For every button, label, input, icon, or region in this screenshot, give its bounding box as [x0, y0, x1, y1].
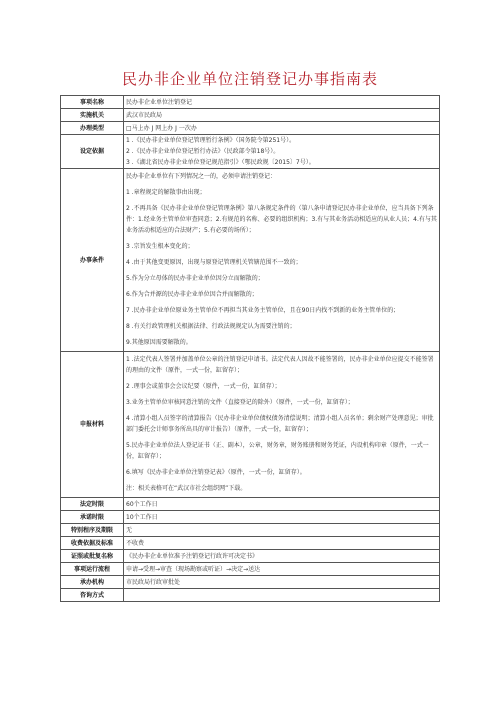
label-basis: 设定依据 [61, 135, 124, 169]
page-title: 民办非企业单位注销登记办事指南表 [121, 70, 378, 88]
row-item-name [61, 96, 440, 109]
row-agency [61, 109, 440, 122]
value-special: 无 [124, 524, 440, 537]
material-item: 2 .理事会或董事会会议纪要（原件，一式一份，缸留存）； [126, 383, 281, 390]
condition-item: 民办非企业单位有下列情况之一的，必须申请注销登记： [126, 173, 277, 180]
basis-item: 3 .《湖北省民办非企业单位登记规范指引》（鄂民政规〔2015〕7号）。 [126, 159, 315, 166]
row-basis [61, 135, 440, 169]
row-process [61, 563, 440, 576]
material-item: 4 .清算小组人员签字的清算报告（民办非企业单位债权债务清偿说明；清算小组人员名单；剩余财产处理意见；审批部门委托会计师事务所出具的审计报告）（原件，一式一份，缸留存）； [126, 415, 434, 433]
row-handler [61, 576, 440, 589]
value-certificate: 《民办非企业单位准予注销登记行政许可决定书》 [124, 550, 440, 563]
label-legal-limit: 法定时限 [61, 498, 124, 511]
guide-table [60, 95, 440, 602]
label-conditions: 办事条件 [61, 169, 124, 352]
value-conditions [124, 169, 440, 352]
material-item: 6.填写《民办非企业单位注销登记表》（原件，一式一份，缸留存）。 [126, 469, 306, 476]
value-basis [124, 135, 440, 169]
row-promise-limit [61, 511, 440, 524]
value-consult [124, 589, 440, 602]
material-item: 3.业务主管单位审核同意注销的文件（直接登记的除外）（原件，一式一份，缸留存）； [126, 399, 354, 406]
condition-item: 8 .有关行政管理机关根据法律、行政法规规定认为需要注销的； [126, 323, 296, 330]
value-agency: 武汉市民政局 [124, 109, 440, 122]
row-fees [61, 537, 440, 550]
value-process: 申请→受理→审查（现场勘察或听证）→决定→送达 [124, 563, 440, 576]
row-certificate [61, 550, 440, 563]
label-agency: 实施机关 [61, 109, 124, 122]
value-handler: 市民政局行政审批处 [124, 576, 440, 589]
value-fees: 不收费 [124, 537, 440, 550]
condition-item: 3 .宗旨发生根本变化的； [126, 243, 194, 250]
label-fees: 收费依据及标准 [61, 537, 124, 550]
label-promise-limit: 承诺时限 [61, 511, 124, 524]
label-item-name: 事项名称 [61, 96, 124, 109]
value-item-name: 民办非企业单位注销登记 [124, 96, 440, 109]
row-special [61, 524, 440, 537]
label-handler: 承办机构 [61, 576, 124, 589]
label-consult: 咨询方式 [61, 589, 124, 602]
condition-item: 1 .章程规定的解散事由出现； [126, 189, 206, 196]
condition-item: 6.作为合并源的民办非企业单位因合并而解散的； [126, 291, 258, 298]
value-materials [124, 352, 440, 498]
condition-item: 4 .由于其他变更原因，出现与原登记管理机关管辖范围不一致的； [126, 259, 302, 266]
condition-item: 2 .不再具备《民办非企业单位登记管理条例》第八条规定条件的（第八条申请登记民办非企业单位，应当具备下列条件：1.经业务主管单位审查同意；2.有规范的名称、必要的组织机构；3.有与其业务活动相适应的从业人员；4.有与其业务活动相适应的合法财产；5.有必要的场所）； [126, 205, 437, 234]
row-type [61, 122, 440, 135]
value-promise-limit: 10个工作日 [124, 511, 440, 524]
material-item: 1 .法定代表人签署并加盖单位公章的注销登记申请书。法定代表人因故不能签署的，民办非企业单位应提交不能签署的理由的文件（原件，一式一份，缸留存）； [126, 356, 434, 374]
row-consult [61, 589, 440, 602]
value-legal-limit: 60个工作日 [124, 498, 440, 511]
label-materials: 申报材料 [61, 352, 124, 498]
condition-item: 9.其他原因需要解散的。 [126, 339, 192, 346]
label-process: 事项运行流程 [61, 563, 124, 576]
material-item: 5.民办非企业单位法人登记证书（正、副本），公章，财务章，财务账册和财务凭证，内设机构印章（原件，一式一份，缸留存）； [126, 442, 429, 460]
row-legal-limit [61, 498, 440, 511]
material-note: 注：相关表格可在“武汉市社会组织网”下载。 [126, 485, 247, 492]
basis-item: 1 .《民办非企业单位登记管理暂行条例》（国务院令第251号）。 [126, 137, 296, 144]
row-materials [61, 352, 440, 498]
value-type: □马上办 J 网上办 J 一次办 [124, 122, 440, 135]
condition-item: 5.作为分立母体的民办非企业单位因分立而解散的； [126, 275, 264, 282]
basis-item: 2 .《民办非企业单位登记暂行办法》（民政部令第18号）。 [126, 148, 280, 155]
label-certificate: 证照或批复名称 [61, 550, 124, 563]
label-special: 特别程序及期限 [61, 524, 124, 537]
label-type: 办理类型 [61, 122, 124, 135]
row-conditions [61, 169, 440, 352]
condition-item: 7 .民办非企业单位原业务主管单位不再担当其业务主管单位，且在90日内找不到新的业务主管单位的； [126, 307, 400, 314]
